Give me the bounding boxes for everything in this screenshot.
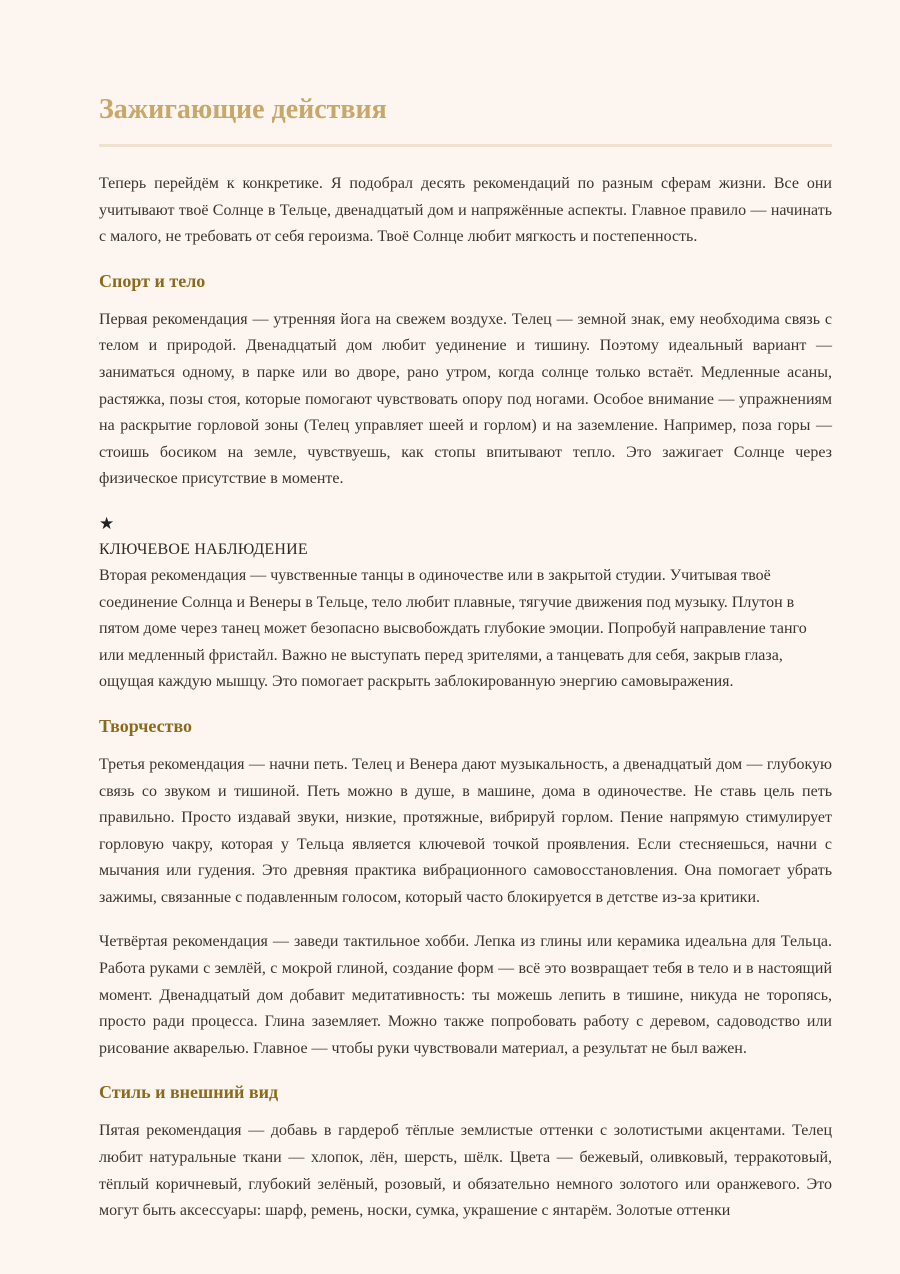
section-paragraph: Пятая рекомендация — добавь в гардероб тёплые землистые оттенки с золотистыми акцентами. Телец любит натуральные ткани — хлопок, лён, шерсть, шёлк. Цвета — бежевый, оливковый, терракотовый, тёплый коричневый, глубокий зелёный, розовый, и обязательно немного золотого или оранжевого. Это могут быть аксессуары: шарф, ремень, носки, сумка, украшение с янтарём. Золотые оттенки	[99, 1122, 832, 1220]
star-icon: ★	[99, 513, 115, 533]
article	[99, 0, 832, 1225]
page-title: Зажигающие действия	[99, 94, 387, 125]
section-paragraph: Первая рекомендация — утренняя йога на свежем воздухе. Телец — земной знак, ему необходима связь с телом и природой. Двенадцатый дом любит уединение и тишину. Поэтому идеальный вариант — заниматься одному, в парке или во дворе, рано утром, когда солнце только встаёт. Медленные асаны, растяжка, позы стоя, которые помогают чувствовать опору под ногами. Особое внимание — упражнениям на раскрытие горловой зоны (Телец управляет шеей и горлом) и на заземление. Например, поза горы — стоишь босиком на земле, чувствуешь, как стопы впитывают тепло. Это зажигает Солнце через физическое присутствие в моменте.	[99, 310, 832, 488]
key-observation-callout	[99, 511, 832, 696]
section-heading-sport: Спорт и тело	[99, 270, 206, 291]
callout-text: Вторая рекомендация — чувственные танцы в одиночестве или в закрытой студии. Учитывая твоё соединение Солнца и Венеры в Тельце, тело любит плавные, тягучие движения под музыку. Плутон в пятом доме через танец может безопасно высвобождать глубокие эмоции. Попробуй направление танго или медленный фристайл. Важно не выступать перед зрителями, а танцевать для себя, закрыв глаза, ощущая каждую мышцу. Это помогает раскрыть заблокированную энергию самовыражения.	[99, 566, 807, 691]
callout-label: КЛЮЧЕВОЕ НАБЛЮДЕНИЕ	[99, 540, 308, 558]
section-heading-style: Стиль и внешний вид	[99, 1082, 279, 1103]
title-divider	[99, 144, 832, 147]
section-paragraph: Четвёртая рекомендация — заведи тактильное хобби. Лепка из глины или керамика идеальна для Тельца. Работа руками с землёй, с мокрой глиной, создание форм — всё это возвращает тебя в тело и в настоящий момент. Двенадцатый дом добавит медитативность: ты можешь лепить в тишине, никуда не торопясь, просто ради процесса. Глина заземляет. Можно также попробовать работу с деревом, садоводство или рисование акварелью. Главное — чтобы руки чувствовали материал, а результат не был важен.	[99, 933, 832, 1057]
section-heading-creativity: Творчество	[99, 715, 193, 736]
intro-paragraph: Теперь перейдём к конкретике. Я подобрал десять рекомендаций по разным сферам жизни. Все они учитывают твоё Солнце в Тельце, двенадцатый дом и напряжённые аспекты. Главное правило — начинать с малого, не требовать от себя героизма. Твоё Солнце любит мягкость и постепенность.	[99, 175, 832, 246]
section-paragraph: Третья рекомендация — начни петь. Телец и Венера дают музыкальность, а двенадцатый дом — глубокую связь со звуком и тишиной. Петь можно в душе, в машине, дома в одиночестве. Не ставь цель петь правильно. Просто издавай звуки, низкие, протяжные, вибрируй горлом. Пение напрямую стимулирует горловую чакру, которая у Тельца является ключевой точкой проявления. Если стесняешься, начни с мычания или гудения. Это древняя практика вибрационного самовосстановления. Она помогает убрать зажимы, связанные с подавленным голосом, который часто блокируется в детстве из-за критики.	[99, 755, 832, 906]
